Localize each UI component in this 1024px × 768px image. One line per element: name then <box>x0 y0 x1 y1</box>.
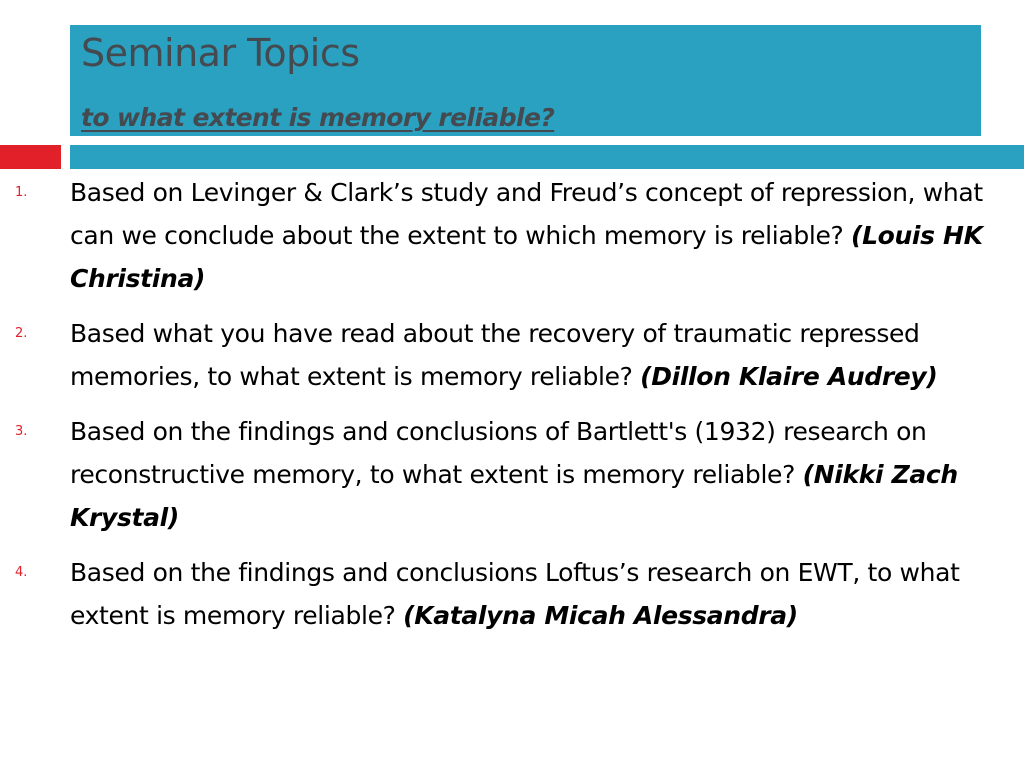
topic-number: 2. <box>15 326 28 341</box>
topic-assignees: (Katalyna Micah Alessandra) <box>403 601 798 630</box>
topic-list <box>0 171 1024 649</box>
accent-bar-blue <box>70 145 1024 169</box>
topic-assignees: (Dillon Klaire Audrey) <box>640 362 938 391</box>
topic-text: Based on the findings and conclusions Loftus’s research on EWT, to what extent is memory reliable? <box>70 558 960 630</box>
topic-item <box>0 551 1024 637</box>
topic-item <box>0 410 1024 539</box>
topic-assignees: (Louis HK Christina) <box>70 221 983 293</box>
topic-number: 3. <box>15 424 28 439</box>
slide-subtitle: to what extent is memory reliable? <box>81 103 555 132</box>
topic-text: Based on Levinger & Clark’s study and Freud’s concept of repression, what can we conclude about the extent to which memory is reliable? <box>70 178 983 250</box>
slide-title: Seminar Topics <box>81 31 360 75</box>
title-banner <box>70 25 981 136</box>
accent-bar-red <box>0 145 61 169</box>
topic-text: Based what you have read about the recovery of traumatic repressed memories, to what extent is memory reliable? <box>70 319 920 391</box>
topic-text: Based on the findings and conclusions of Bartlett's (1932) research on reconstructive memory, to what extent is memory reliable? <box>70 417 927 489</box>
topic-item <box>0 312 1024 398</box>
topic-item <box>0 171 1024 300</box>
topic-number: 1. <box>15 185 28 200</box>
topic-assignees: (Nikki Zach Krystal) <box>70 460 958 532</box>
topic-number: 4. <box>15 565 28 580</box>
